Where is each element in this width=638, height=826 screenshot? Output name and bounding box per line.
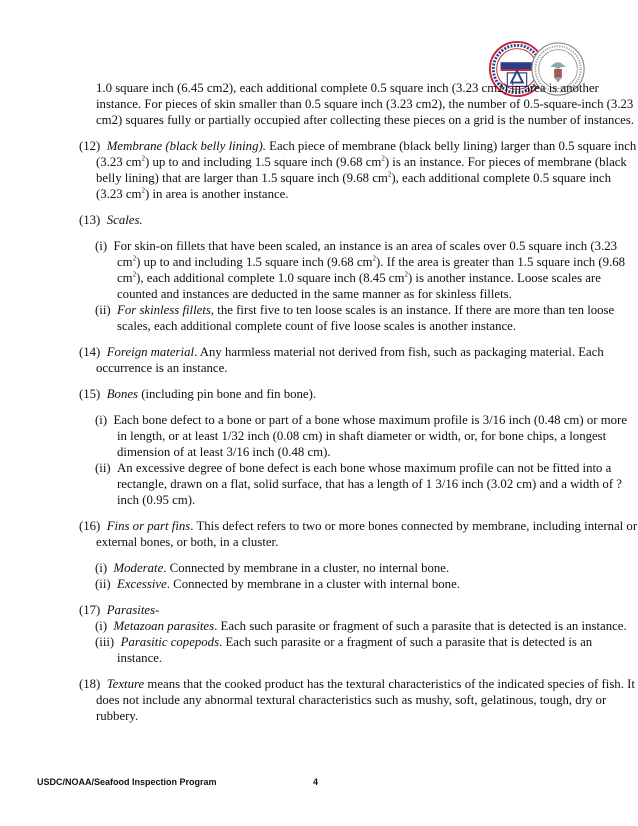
item-title: Membrane (black belly lining). <box>106 139 266 153</box>
item-15-i: (i) Each bone defect to a bone or part of a bone whose maximum profile is 3/16 inch (0.48 cm) or more in length, or at least 1/32 inch (0.08 cm) in shaft diameter or width, or, for bone chips, a longest dimension of at least 3/16 inch (0.48 cm). <box>95 413 627 459</box>
item-16-i: (i) Moderate. Connected by membrane in a cluster, no internal bone. <box>95 561 450 575</box>
item-12-membrane: (12) Membrane (black belly lining). Each piece of membrane (black belly lining) larger than 0.5 square inch (3.23 $cm^2$) up to and including 1.5 square inch (9.68 $cm^2$) is an instance. For pieces of membrane (black belly lining) that are larger than 1.5 square inch (9.68 $cm^2$), each additional complete 0.5 square inch (3.23 $cm^2$) in area is another instance. <box>79 139 637 201</box>
item-13-i: (i) For skin-on fillets that have been scaled, an instance is an area of scales over 0.5 square inch (3.23 $cm^2$) up to and including 1.5 square inch (9.68 $cm^2$). If the area is greater than 1.5 square inch (9.68 $cm^2$), each additional complete 1.0 square inch (8.45 $cm^2$) is another instance. Loose scales are counted and instances are deducted in the same manner as for skinless fillets. <box>95 239 626 301</box>
page-number: 4 <box>313 777 319 787</box>
item-15-ii: (ii) An excessive degree of bone defect is each bone whose maximum profile can not be fitted into a rectangle, drawn on a flat, solid surface, that has a length of 1 3/16 inch (3.02 cm) and a width of ? inch (0.95 cm). <box>95 461 622 507</box>
paragraph-continuation: 1.0 square inch (6.45 cm2), each additional complete 0.5 square inch (3.23 cm2) in area is another instance. For pieces of skin smaller than 0.5 square inch (3.23 cm2), the number of 0.5-square-inch (3.23 cm2) squares fully or partially occupied after collecting these pieces on a grid is the number of instances. <box>96 81 634 127</box>
page-body <box>0 80 638 724</box>
item-17-iii: (iii) Parasitic copepods. Each such parasite or a fragment of such a parasite that is detected is an instance. <box>95 635 593 665</box>
footer-program: USDC/NOAA/Seafood Inspection Program <box>37 777 217 787</box>
item-17-i: (i) Metazoan parasites. Each such parasite or fragment of such a parasite that is detected is an instance. <box>95 619 627 633</box>
item-16-fins: (16) Fins or part fins. This defect refers to two or more bones connected by membrane, including internal or external bones, or both, in a cluster. <box>79 519 638 549</box>
item-14-foreign-material: (14) Foreign material. Any harmless material not derived from fish, such as packaging material. Each occurrence is an instance. <box>79 345 604 375</box>
item-13-ii: (ii) For skinless fillets, the first five to ten loose scales is an instance. If there are more than ten loose scales, each additional complete count of five loose scales is another instance. <box>95 303 615 333</box>
item-16-ii: (ii) Excessive. Connected by membrane in a cluster with internal bone. <box>95 577 460 591</box>
item-13-scales: (13) Scales. <box>79 213 143 227</box>
item-18-texture: (18) Texture means that the cooked product has the textural characteristics of the indicated species of fish. It does not include any abnormal textural characteristics such as mushy, soft, gelatinous, tough, dry or rubbery. <box>79 677 635 723</box>
page-footer <box>37 777 597 787</box>
item-15-bones: (15) Bones (including pin bone and fin bone). <box>79 387 317 401</box>
item-17-parasites: (17) Parasites- <box>79 603 160 617</box>
